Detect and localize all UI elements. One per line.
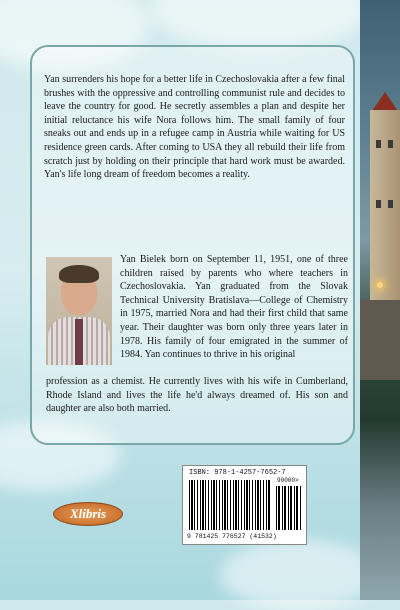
tower-window	[388, 200, 393, 208]
author-bio-continued: profession as a chemist. He currently lives with his wife in Cumberland, Rhode Island and lives the life he'd always dreamed of. His son and daughter are also both married.	[46, 376, 348, 415]
price-addon: 90000>	[277, 477, 299, 484]
isbn-label: ISBN: 978-1-4257-7652-7	[189, 469, 286, 477]
author-bio: Yan Bielek born on September 11, 1951, one of three children raised by parents who where teachers in Czechoslovakia. Yan graduated from the Slovak Technical University Bratislava—College of Chemistry in 1975, married Nora and had their first child that same year. Their daughter was born only three years later in 1978. His family of four emigrated in the summer of 1984. Yan continues to thrive in his original	[120, 254, 348, 361]
castle-photo	[360, 0, 400, 600]
tower-window	[376, 200, 381, 208]
isbn-barcode	[182, 465, 307, 545]
book-blurb: Yan surrenders his hope for a better life in Czechoslovakia after a few final brushes with the oppressive and controlling communist rule and decides to leave the country for good. He secretly assembles a plan and despite her initial reluctance his wife Nora follows him. The small family of four sneaks out and ends up in a refugee camp in Austria while waiting for US residence green cards. After coming to USA they all rebuild their life from scratch just by holding on their principle that hard work must be awarded. Yan's life long dream of freedom becomes a reality.	[44, 74, 345, 181]
author-photo	[46, 257, 112, 365]
tower-window	[376, 140, 381, 148]
tower-window	[388, 140, 393, 148]
author-tie	[75, 319, 83, 365]
publisher-logo: Xlibris	[53, 502, 123, 526]
barcode-digits: 9 781425 776527 (41532)	[187, 533, 277, 540]
street-lamp	[377, 282, 383, 288]
stone-wall	[360, 300, 400, 380]
addon-bars	[276, 486, 302, 530]
cloud	[150, 0, 370, 50]
author-hair	[59, 265, 99, 283]
ean-bars	[189, 480, 271, 530]
castle-tower	[370, 110, 400, 300]
